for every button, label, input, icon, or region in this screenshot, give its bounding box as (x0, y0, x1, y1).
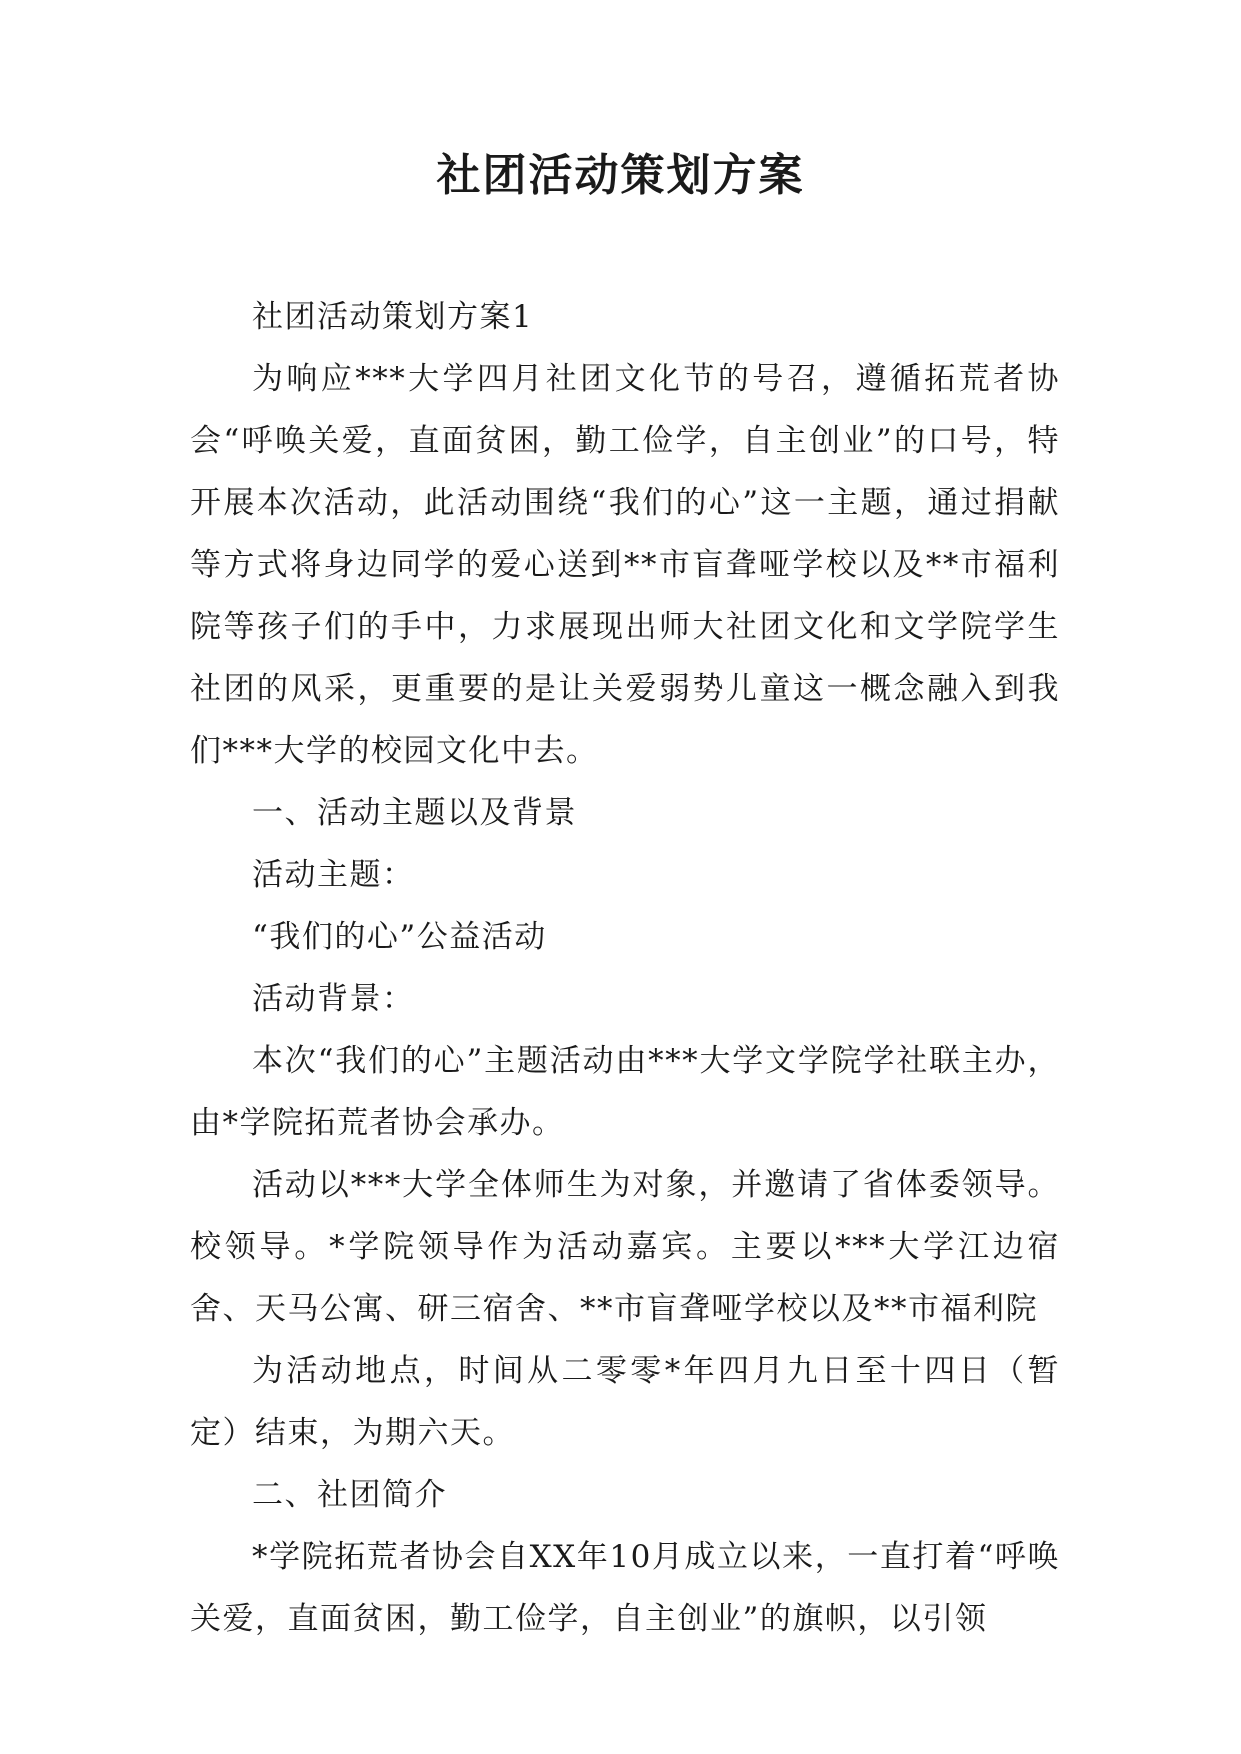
paragraph-organizers: 本次“我们的心”主题活动由***大学文学院学社联主办，由*学院拓荒者协会承办。 (190, 1043, 1060, 1141)
section-heading-2: 二、社团简介 (252, 1477, 447, 1513)
paragraph-club-intro: *学院拓荒者协会自XX年10月成立以来，一直打着“呼唤关爱，直面贫困，勤工俭学，自主创业”的旗帜，以引领 (190, 1539, 1060, 1637)
paragraph-background-label: 活动背景： (252, 981, 415, 1017)
paragraph-theme-value: “我们的心”公益活动 (252, 919, 547, 955)
document-body (190, 286, 1060, 1650)
paragraph-schedule: 为活动地点，时间从二零零*年四月九日至十四日（暂定）结束，为期六天。 (190, 1353, 1060, 1451)
paragraph-heading-1: 社团活动策划方案1 (252, 299, 534, 335)
paragraph-intro: 为响应***大学四月社团文化节的号召，遵循拓荒者协会“呼唤关爱，直面贫困，勤工俭学，自主创业”的口号，特开展本次活动，此活动围绕“我们的心”这一主题，通过捐献等方式将身边同学的爱心送到**市盲聋哑学校以及**市福利院等孩子们的手中，力求展现出师大社团文化和文学院学生社团的风采，更重要的是让关爱弱势儿童这一概念融入到我们***大学的校园文化中去。 (190, 361, 1060, 769)
paragraph-theme-label: 活动主题： (252, 857, 415, 893)
section-heading-1: 一、活动主题以及背景 (252, 795, 577, 831)
paragraph-participants: 活动以***大学全体师生为对象，并邀请了省体委领导。校领导。*学院领导作为活动嘉宾。主要以***大学江边宿舍、天马公寓、研三宿舍、**市盲聋哑学校以及**市福利院 (190, 1167, 1060, 1327)
document-title: 社团活动策划方案 (436, 150, 805, 201)
